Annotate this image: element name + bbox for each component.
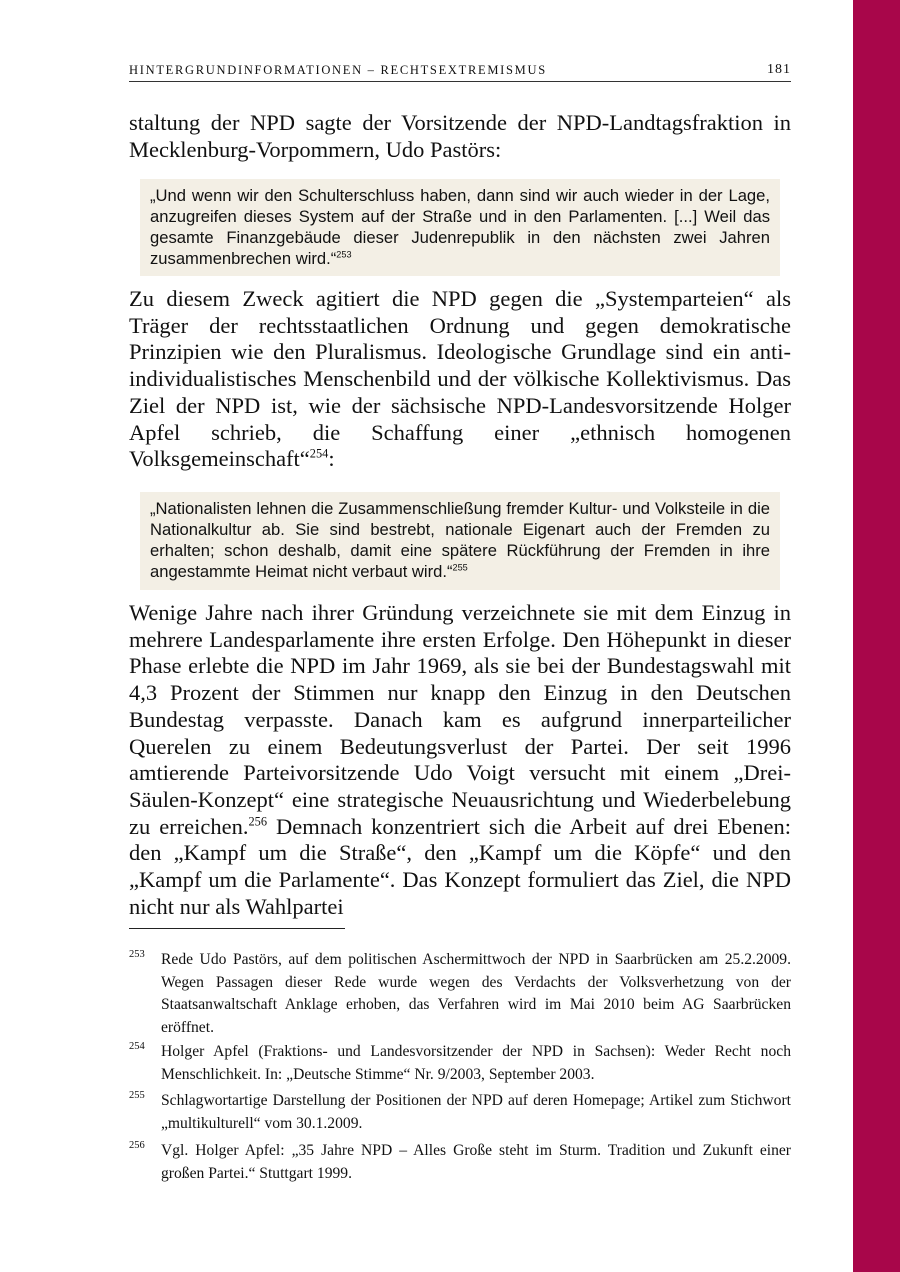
footnote [129, 1140, 791, 1185]
sidebar-color-bar [853, 0, 900, 1272]
quote-text: „Nationalisten lehnen die Zusammenschließung fremder Kultur- und Volksteile in die Nationalkultur ab. Sie sind bestrebt, nationale Eigenart auch der Fremden zu erhalten; schon deshalb, damit eine spätere Rückführung der Fremden in ihre angestammte Heimat nicht verbaut wird.“ [150, 499, 770, 581]
footnote [129, 949, 791, 1039]
footnote-number: 256 [129, 1140, 145, 1151]
footnote-ref: 255 [452, 562, 468, 573]
footnote-ref: 256 [248, 814, 268, 829]
footnote-number: 254 [129, 1041, 145, 1052]
footnote-text: Vgl. Holger Apfel: „35 Jahre NPD – Alles Große steht im Sturm. Tradition und Zukunft einer großen Partei.“ Stuttgart 1999. [161, 1142, 791, 1182]
footnote-ref: 253 [336, 249, 352, 260]
footnote [129, 1041, 791, 1086]
footnote-text: Schlagwortartige Darstellung der Positionen der NPD auf deren Homepage; Artikel zum Stichwort „multikulturell“ vom 30.1.2009. [161, 1092, 791, 1132]
running-header [129, 61, 791, 82]
paragraph-text: Wenige Jahre nach ihrer Gründung verzeichnete sie mit dem Einzug in mehrere Landesparlamente ihre ersten Erfolge. Den Höhepunkt in dieser Phase erlebte die NPD im Jahr 1969, als sie bei der Bundestagswahl mit 4,3 Prozent der Stimmen nur knapp den Einzug in den Deutschen Bundestag verpasste. Danach kam es aufgrund innerparteilicher Querelen zu einem Bedeutungsverlust der Partei. Der seit 1996 amtierende Parteivorsitzende Udo Voigt versucht mit einem „Drei-Säulen-Konzept“ eine strategische Neuausrichtung und Wiederbelebung zu erreichen. [129, 600, 791, 839]
quote-block-1 [140, 179, 780, 276]
header-title: HINTERGRUNDINFORMATIONEN – RECHTSEXTREMISMUS [129, 63, 547, 77]
body-paragraph-2 [129, 286, 791, 473]
paragraph-text: Zu diesem Zweck agitiert die NPD gegen die „Systemparteien“ als Träger der rechtsstaatlichen Ordnung und gegen demokratische Prinzipien wie den Pluralismus. Ideologische Grundlage sind ein anti-individualistisches Menschenbild und der völkische Kollektivismus. Das Ziel der NPD ist, wie der sächsische NPD-Landesvorsitzende Holger Apfel schrieb, die Schaffung einer „ethnisch homogenen Volksgemeinschaft“ [129, 286, 791, 472]
footnote-number: 253 [129, 949, 145, 960]
quote-block-2 [140, 492, 780, 590]
footnote [129, 1090, 791, 1135]
footnote-ref: 254 [309, 446, 329, 461]
footnote-number: 255 [129, 1090, 145, 1101]
footnote-divider [129, 928, 345, 929]
paragraph-text-cont: Demnach konzentriert sich die Arbeit auf drei Ebenen: den „Kampf um die Straße“, den „Kampf um die Köpfe“ und den „Kampf um die Parlamente“. Das Konzept formuliert das Ziel, die NPD nicht nur als Wahlpartei [129, 813, 791, 919]
body-paragraph-1: staltung der NPD sagte der Vorsitzende der NPD-Landtagsfraktion in Mecklenburg-Vorpommern, Udo Pastörs: [129, 110, 791, 162]
page-number: 181 [767, 62, 791, 77]
body-paragraph-3 [129, 600, 791, 920]
paragraph-end: : [328, 446, 335, 472]
footnote-text: Holger Apfel (Fraktions- und Landesvorsitzender der NPD in Sachsen): Weder Recht noch Menschlichkeit. In: „Deutsche Stimme“ Nr. 9/2003, September 2003. [161, 1043, 791, 1083]
quote-text: „Und wenn wir den Schulterschluss haben, dann sind wir auch wieder in der Lage, anzugreifen dieses System auf der Straße und in den Parlamenten. [...] Weil das gesamte Finanzgebäude dieser Judenrepublik in den nächsten zwei Jahren zusammenbrechen wird.“ [150, 186, 770, 268]
footnote-text: Rede Udo Pastörs, auf dem politischen Aschermittwoch der NPD in Saarbrücken am 25.2.2009. Wegen Passagen dieser Rede wurde wegen des Verdachts der Volksverhetzung von der Staatsanwaltschaft Anklage erhoben, das Verfahren wird im Mai 2010 beim AG Saarbrücken eröffnet. [161, 951, 791, 1036]
